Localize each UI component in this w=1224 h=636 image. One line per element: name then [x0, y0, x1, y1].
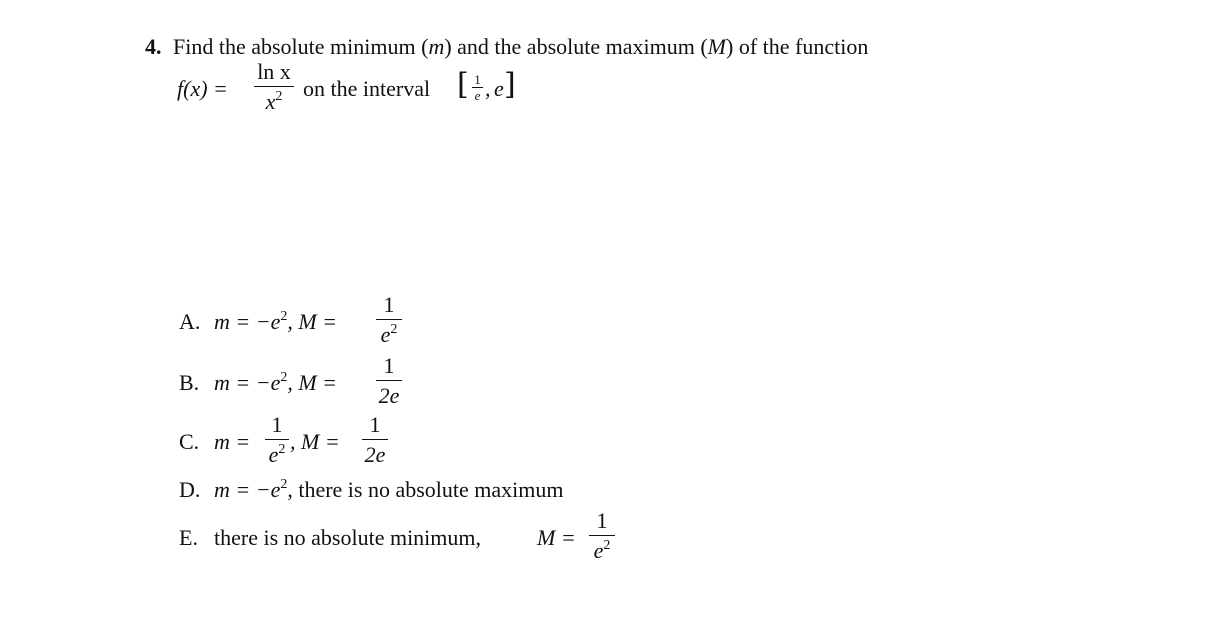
interval-right: e — [494, 76, 504, 101]
function-fraction-bar — [254, 86, 294, 87]
close-paren-2: ) — [725, 34, 734, 59]
stem-text-2: and the absolute maximum — [457, 34, 695, 59]
stem-text-3: of the function — [738, 34, 869, 59]
choice-e-max-fraction: 1 $e^2$ — [589, 510, 615, 562]
function-denominator: $x^2$ — [265, 89, 283, 114]
open-paren-2: ( — [700, 34, 708, 59]
choice-a-max-fraction: 1 $e^2$ — [376, 294, 402, 346]
stem-text-1: Find the absolute minimum — [173, 34, 416, 59]
choice-d-letter: D. — [179, 477, 201, 502]
question-stem-line — [145, 36, 868, 58]
choice-c-max-fraction: 1 2e — [362, 414, 388, 466]
open-paren: ( — [421, 34, 429, 59]
choice-b-max-fraction: 1 2e — [376, 355, 402, 407]
choice-c-letter: C. — [179, 429, 200, 454]
choice-e-max-label: M = — [537, 525, 576, 550]
interval-open-bracket: [ — [457, 67, 469, 102]
interval-text: on the interval — [303, 76, 431, 101]
close-paren: ) — [444, 34, 452, 59]
question-number: 4. — [145, 34, 162, 59]
choice-c-min-label: m = — [214, 429, 251, 454]
max-symbol: M — [707, 34, 726, 59]
choice-c-max-label: , M = — [290, 429, 340, 454]
function-fraction — [254, 61, 294, 113]
choice-d-text: $m = -e^2$, there is no absolute maximum — [214, 477, 564, 502]
choice-b-min: $m = -e^2$, M = — [214, 370, 338, 395]
choice-a-letter: A. — [179, 309, 201, 334]
choice-e-lead: there is no absolute minimum, — [214, 525, 482, 550]
choice-b-letter: B. — [179, 370, 200, 395]
choice-c-min-fraction: 1 $e^2$ — [265, 414, 289, 466]
min-symbol: m — [428, 34, 445, 59]
interval-close-bracket: ] — [504, 67, 516, 102]
function-numerator: ln x — [257, 59, 291, 84]
function-lhs: f(x) = — [177, 76, 228, 101]
choice-e-letter: E. — [179, 525, 198, 550]
interval-left-fraction: 1 e — [472, 73, 483, 102]
interval-comma: , — [485, 76, 491, 101]
choice-a-min: $m = -e^2$, M = — [214, 309, 338, 334]
